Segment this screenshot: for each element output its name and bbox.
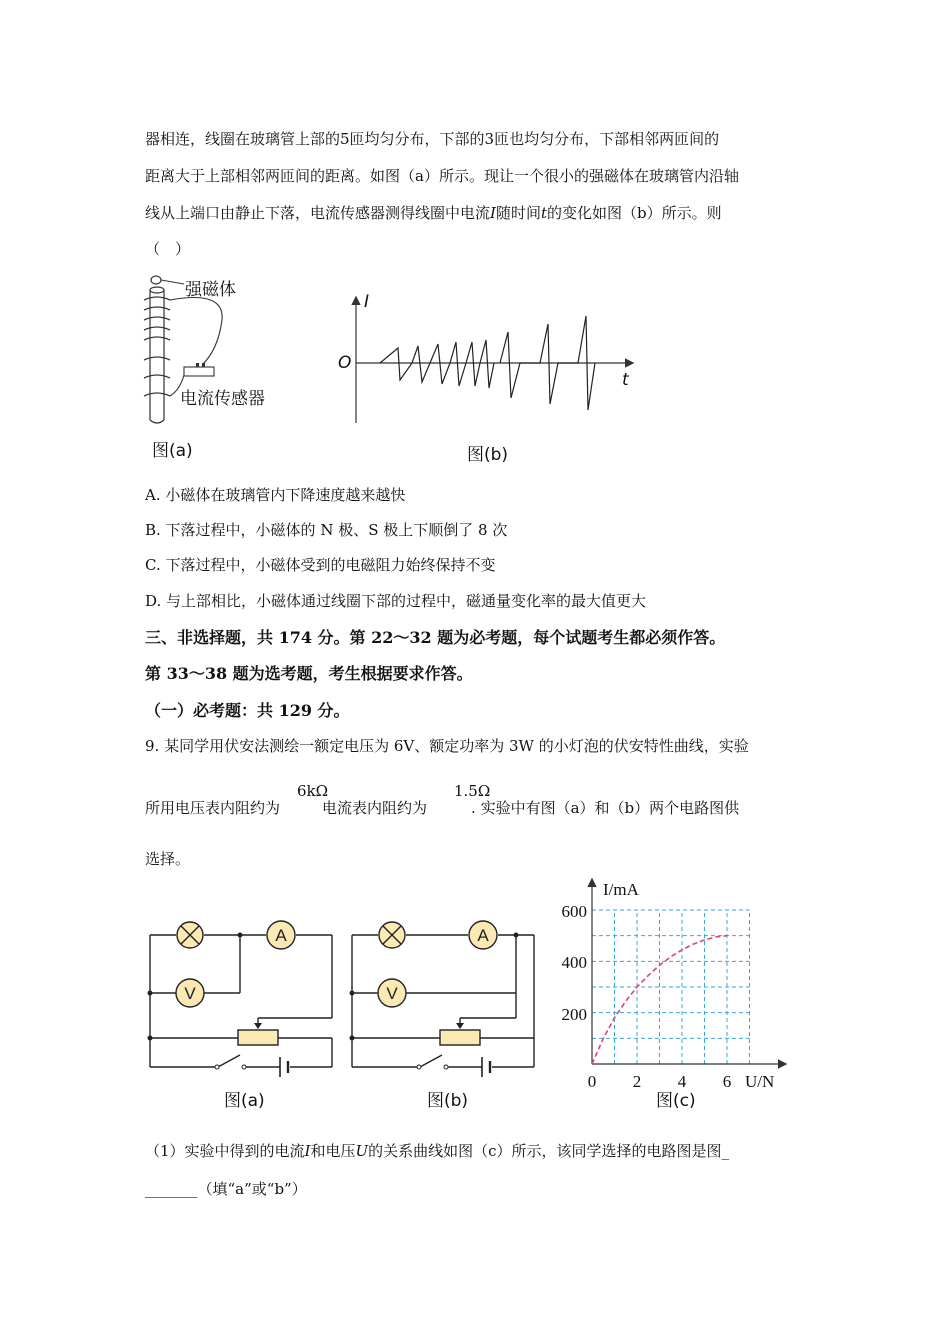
text-span: 的关系曲线如图（c）所示，该同学选择的电路图是图_ (368, 1142, 730, 1160)
question-text-line (145, 202, 722, 223)
circuit-b-caption: 图(b) (427, 1091, 469, 1111)
q9-text-line (145, 797, 739, 818)
symbol-I: I (304, 1142, 311, 1160)
ammeter-label: A (275, 926, 287, 945)
option-c[interactable]: C. 下落过程中，小磁体受到的电磁阻力始终保持不变 (145, 556, 496, 574)
text-span: （1）实验中得到的电流 (145, 1142, 305, 1160)
tube-bottom (150, 420, 164, 423)
text-span: 线从上端口由静止下落，电流传感器测得线圈中电流 (145, 204, 491, 222)
symbol-t: t (540, 204, 547, 222)
upper-coils (144, 297, 170, 340)
option-b[interactable]: B. 下落过程中，小磁体的 N 极、S 极上下顺倒了 8 次 (145, 521, 508, 539)
q9-part1-text (145, 1140, 729, 1161)
section-heading: 第 33～38 题为选考题，考生根据要求作答。 (145, 664, 473, 683)
graph-b-origin: O (338, 353, 352, 373)
iu-curve-chart (545, 868, 795, 1093)
text-span: 和电压 (310, 1142, 356, 1160)
figure-b-current-graph (330, 290, 640, 430)
ammeter-label: A (477, 926, 489, 945)
current-sensor-icon (184, 367, 214, 376)
magnet-icon (151, 276, 161, 284)
wire (170, 298, 222, 366)
chart-y-label: I/mA (603, 880, 639, 899)
text-span: 的变化如图（b）所示。则 (547, 204, 722, 222)
circuit-a-diagram (140, 915, 340, 1085)
graph-b-x-label: t (622, 370, 629, 390)
text-span: . 实验中有图（a）和（b）两个电路图供 (471, 799, 740, 817)
lamp-icon (379, 922, 405, 948)
chart-c-caption: 图(c) (656, 1091, 696, 1111)
symbol-U: U (355, 1142, 369, 1160)
x-tick-label: 4 (677, 1072, 687, 1091)
q9-part1-answer-blank[interactable]: _______（填“a”或“b”） (145, 1180, 307, 1198)
option-a[interactable]: A. 小磁体在玻璃管内下降速度越来越快 (145, 486, 406, 504)
question-text-line: 距离大于上部相邻两匝间的距离。如图（a）所示。现让一个很小的强磁体在玻璃管内沿轴 (145, 167, 739, 185)
voltmeter-label: V (184, 984, 196, 1003)
figure-a-caption: 图(a) (152, 441, 193, 461)
q9-text-line: 9. 某同学用伏安法测绘一额定电压为 6V、额定功率为 3W 的小灯泡的伏安特性曲线，实验 (145, 737, 749, 755)
rheostat-icon (238, 1030, 278, 1045)
y-tick-label: 600 (561, 902, 587, 921)
y-tick-label: 200 (561, 1005, 587, 1024)
voltmeter-label: V (386, 984, 398, 1003)
x-tick-label: 6 (722, 1072, 732, 1091)
chart-grid (592, 910, 750, 1064)
figure-b-caption: 图(b) (467, 445, 509, 465)
ammeter-resistance: 1.5Ω (454, 782, 491, 800)
circuit-a-caption: 图(a) (224, 1091, 265, 1111)
lower-coils (144, 357, 170, 396)
text-span: 电流表内阻约为 (322, 799, 428, 817)
text-span: 所用电压表内阻约为 (145, 799, 281, 817)
graph-b-y-label: I (364, 292, 370, 312)
chart-x-label: U/N (745, 1072, 775, 1091)
answer-parenthesis: （ ） (145, 240, 191, 258)
circuit-b-diagram (342, 915, 542, 1085)
voltmeter-resistance: 6kΩ (297, 782, 329, 800)
subsection-heading: （一）必考题：共 129 分。 (145, 701, 350, 720)
x-tick-label: 0 (587, 1072, 597, 1091)
question-text-line: 器相连，线圈在玻璃管上部的5匝均匀分布，下部的3匝也均匀分布，下部相邻两匝间的 (145, 130, 720, 148)
section-heading: 三、非选择题，共 174 分。第 22～32 题为必考题，每个试题考生都必须作答。 (145, 628, 726, 647)
upper-pulse-train (380, 340, 494, 388)
x-tick-label: 2 (632, 1072, 642, 1091)
y-tick-label: 400 (561, 953, 587, 972)
sensor-label: 电流传感器 (180, 389, 265, 409)
rheostat-icon (440, 1030, 480, 1045)
symbol-I: I (490, 204, 496, 222)
magnet-label: 强磁体 (185, 280, 236, 300)
q9-text-line: 选择。 (145, 850, 191, 868)
label-pointer (161, 280, 184, 284)
tube-top (150, 287, 164, 293)
option-d[interactable]: D. 与上部相比，小磁体通过线圈下部的过程中，磁通量变化率的最大值更大 (145, 592, 647, 610)
text-span: 随时间 (495, 204, 541, 222)
lamp-icon (177, 922, 203, 948)
